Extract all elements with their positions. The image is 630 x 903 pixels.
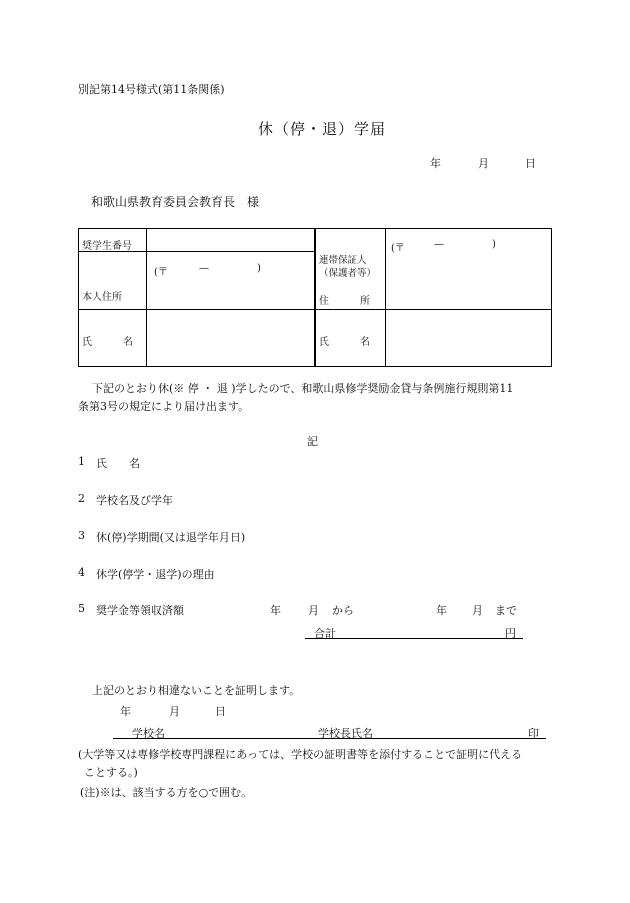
student-info-table: [78, 228, 552, 367]
form-number: 別記第14号様式(第11条関係): [78, 83, 225, 96]
item-4-num: 4: [78, 566, 85, 579]
ki-heading: 記: [307, 435, 318, 448]
item-5-label: 奨学金等領収済額: [96, 604, 184, 617]
guarantor-label: 連帯保証人: [319, 255, 367, 266]
item-5-to-month: 月: [472, 604, 483, 617]
total-label: 合計: [314, 627, 336, 640]
item-3-label: 休(停)学期間(又は退学年月日): [96, 531, 246, 544]
table-divider: [314, 229, 316, 366]
table-divider: [146, 229, 147, 366]
guarantor-postal-close: ): [492, 239, 496, 250]
guarantor-address-label-2: 所: [360, 296, 370, 307]
item-5-kara: から: [332, 604, 354, 617]
principal-name-label: 学校長氏名: [318, 727, 373, 740]
body-text-line2: 条第3号の規定により届け出ます。: [78, 400, 250, 413]
name-label-1: 氏: [82, 337, 92, 348]
table-divider: [385, 229, 386, 366]
body-text-line1: 下記のとおり休(※ 停 ・ 退 )学したので、和歌山県修学奨励金貸与条例施行規則第11: [92, 382, 514, 395]
guarantor-sublabel: （保護者等）: [319, 268, 377, 279]
note-line3: (注)※は、該当する方を○で囲む。: [80, 786, 253, 799]
item-4-label: 休学(停学・退学)の理由: [96, 568, 215, 581]
guarantor-postal-mark: (〒: [391, 243, 405, 254]
item-1-num: 1: [78, 455, 85, 468]
item-1-label: 氏 名: [96, 457, 140, 470]
name-label-2: 名: [123, 337, 133, 348]
guarantor-address-label-1: 住: [319, 296, 329, 307]
school-name-label: 学校名: [132, 727, 165, 740]
date-month: 月: [478, 157, 489, 170]
student-number-label: 奨学生番号: [82, 241, 132, 252]
table-divider: [79, 309, 551, 310]
note-line2: ことする。): [84, 766, 138, 779]
guarantor-name-label-2: 名: [360, 337, 370, 348]
guarantor-name-label-1: 氏: [319, 337, 329, 348]
item-5-from-year: 年: [270, 604, 281, 617]
total-underline: [305, 638, 523, 639]
note-line1: (大学等又は専修学校専門課程にあっては、学校の証明書等を添付することで証明に代える: [78, 748, 523, 761]
cert-month: 月: [169, 705, 180, 718]
cert-day: 日: [215, 705, 226, 718]
postal-dash: —: [199, 263, 209, 274]
date-day: 日: [525, 157, 536, 170]
item-5-num: 5: [78, 602, 85, 615]
postal-close: ): [257, 263, 261, 274]
postal-mark: (〒: [154, 267, 168, 278]
item-2-label: 学校名及び学年: [96, 494, 173, 507]
addressee: 和歌山県教育委員会教育長 様: [91, 195, 260, 209]
item-5-from-month: 月: [308, 604, 319, 617]
item-3-num: 3: [78, 529, 85, 542]
date-year: 年: [430, 157, 441, 170]
certification-text: 上記のとおり相違ないことを証明します。: [92, 684, 301, 697]
page-title: 休（停・退）学届: [258, 120, 387, 138]
item-2-num: 2: [78, 492, 85, 505]
yen-label: 円: [505, 627, 516, 640]
item-5-to-year: 年: [436, 604, 447, 617]
address-label: 本人住所: [82, 292, 122, 303]
item-5-made: まで: [495, 604, 517, 617]
guarantor-postal-dash: —: [434, 239, 444, 250]
cert-year: 年: [120, 705, 131, 718]
seal-mark: 印: [528, 727, 539, 740]
certification-underline: [113, 738, 546, 739]
